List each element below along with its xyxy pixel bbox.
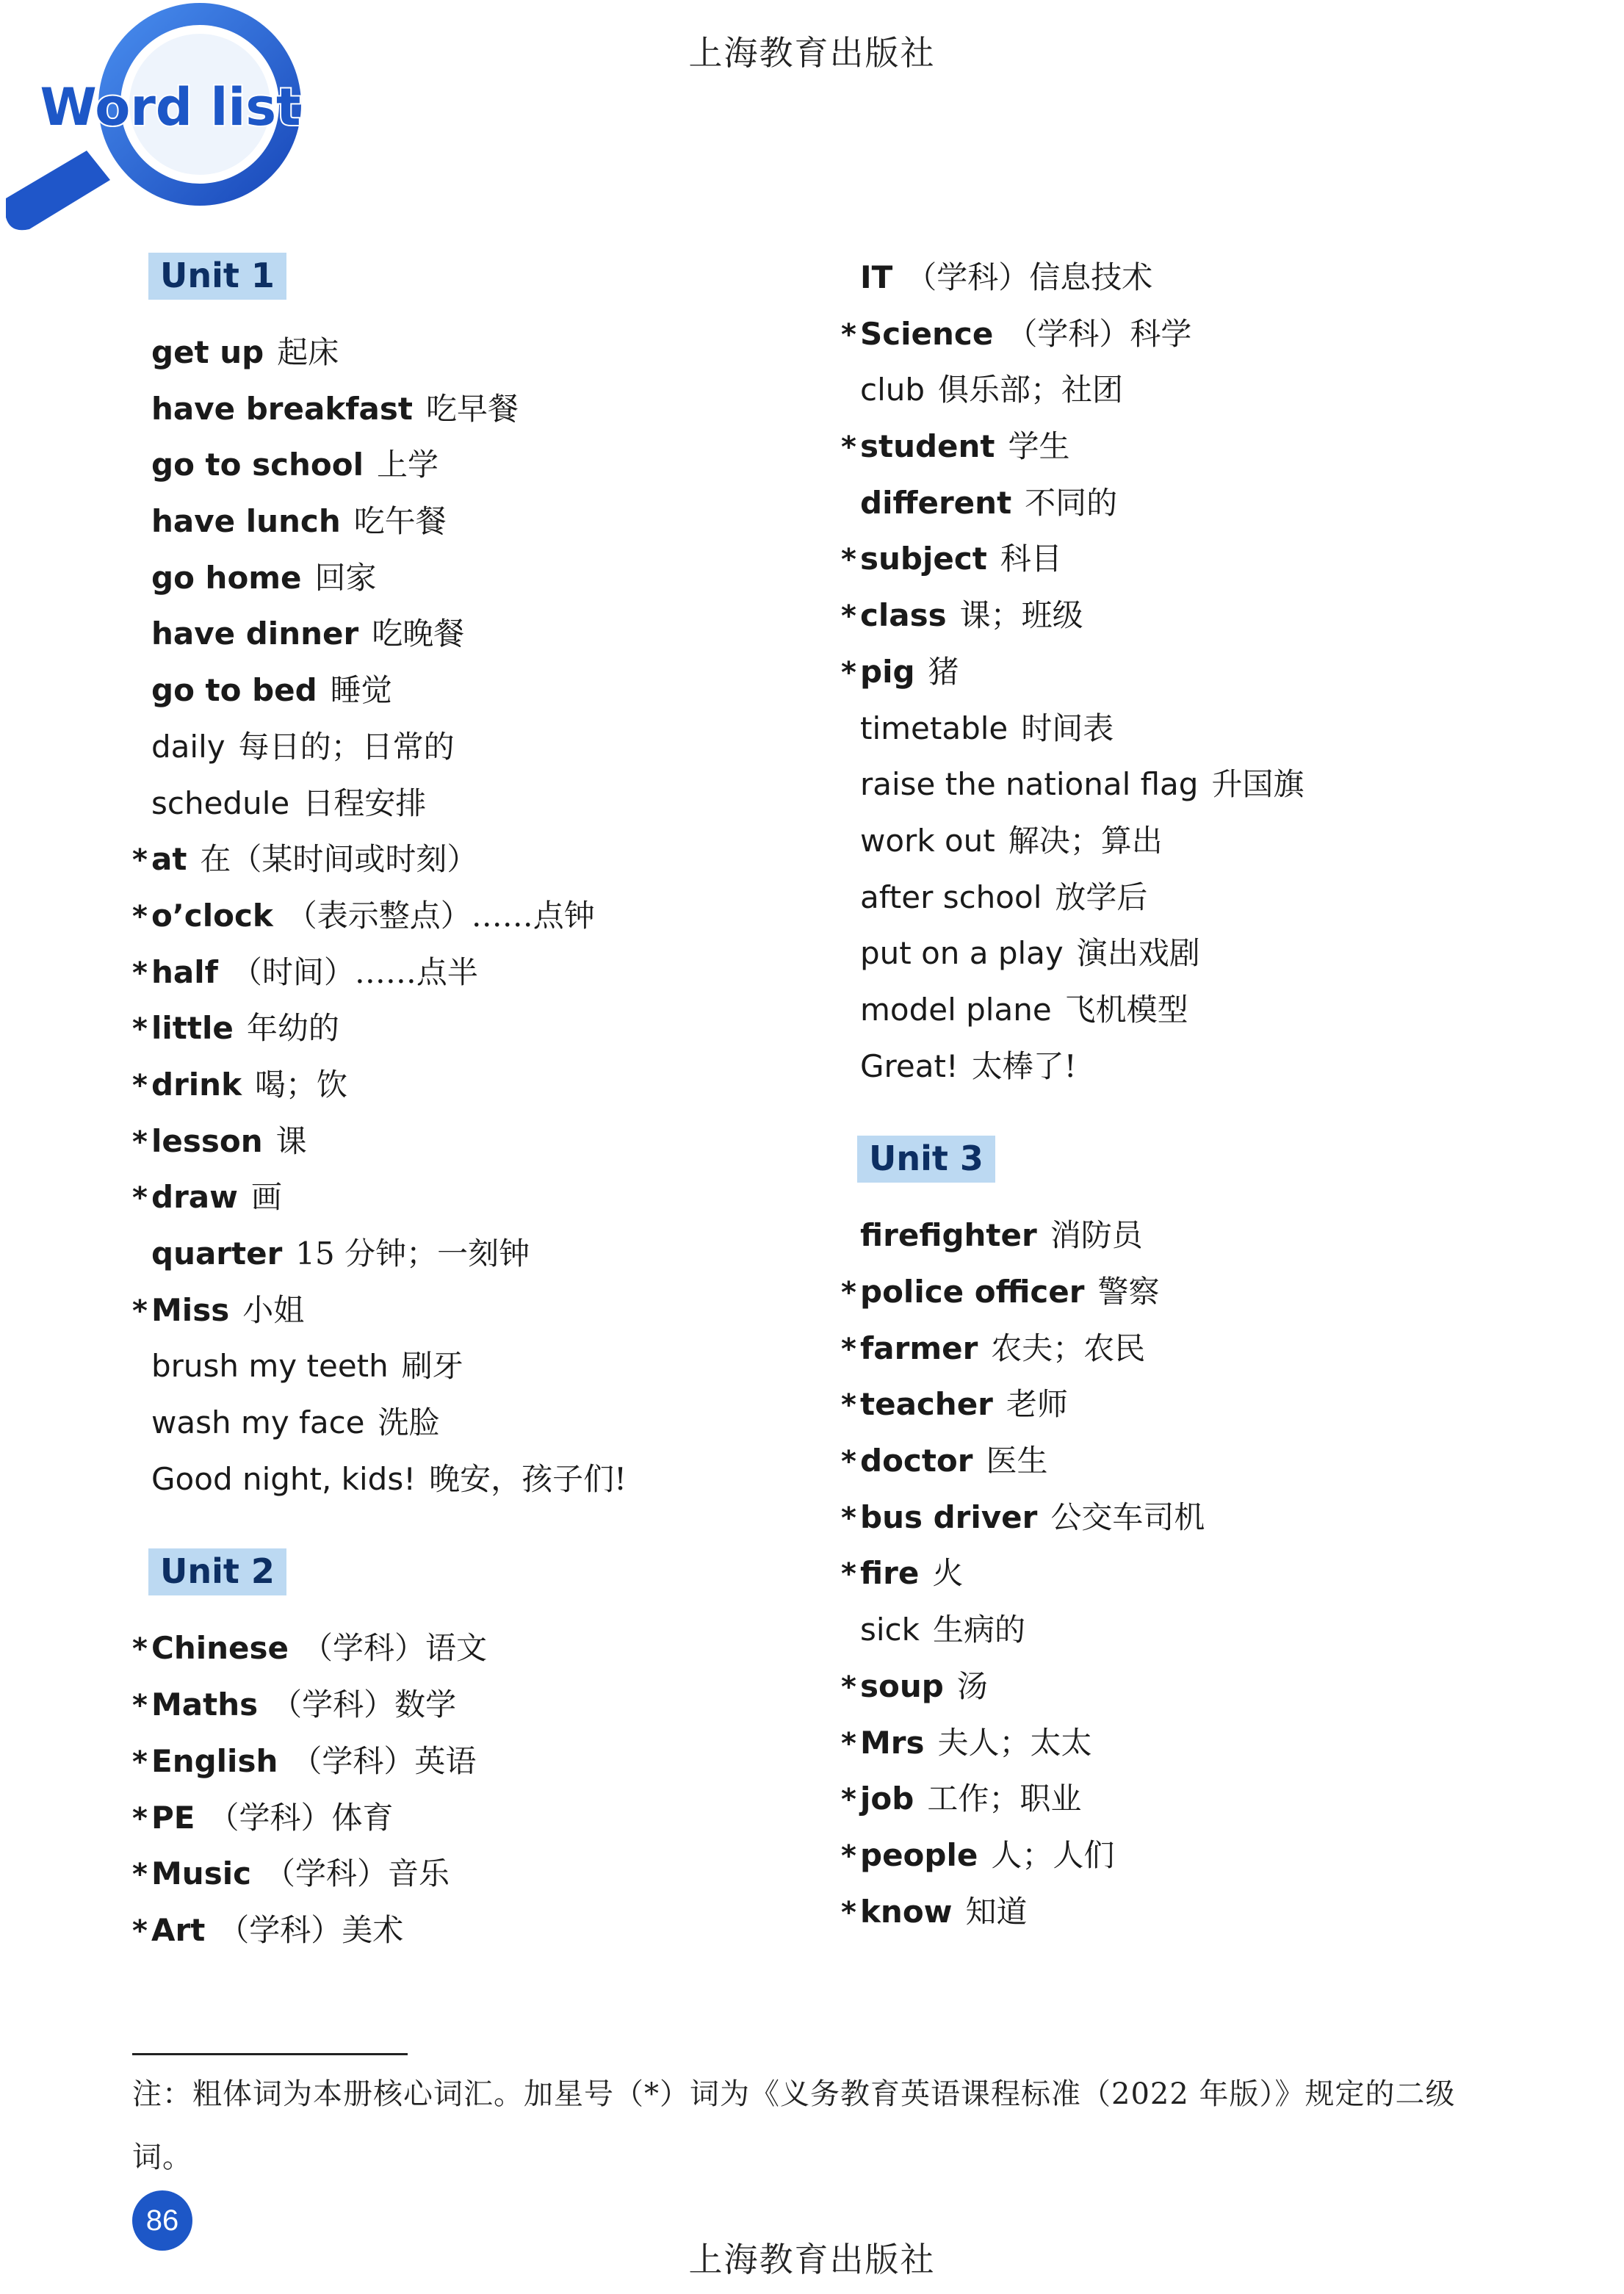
word-chinese: 小姐 (242, 1291, 305, 1328)
star-marker: * (841, 1557, 856, 1592)
word-english: half (151, 953, 218, 990)
word-chinese: （学科）美术 (218, 1911, 404, 1948)
word-entry (132, 1451, 867, 1508)
word-english: timetable (860, 710, 1008, 746)
word-english: go to school (151, 447, 364, 483)
star-marker: * (841, 1670, 856, 1704)
word-english: Chinese (151, 1630, 289, 1667)
word-chinese: 日程安排 (303, 784, 427, 821)
word-english: o’clock (151, 897, 273, 934)
star-marker: * (132, 1181, 148, 1216)
word-entry (132, 719, 867, 776)
word-english: doctor (860, 1443, 973, 1479)
word-chinese: 洗脸 (378, 1404, 440, 1441)
word-english: teacher (860, 1386, 993, 1423)
word-entry (841, 1828, 1576, 1884)
word-english: pig (860, 653, 915, 690)
word-chinese: 公交车司机 (1050, 1498, 1205, 1535)
star-marker: * (132, 1294, 148, 1328)
star-marker: * (841, 1332, 856, 1366)
word-chinese: 科目 (1000, 541, 1062, 577)
word-chinese: 上学 (377, 447, 439, 483)
word-chinese: 不同的 (1025, 484, 1118, 521)
word-english: have lunch (151, 503, 341, 540)
word-entry (841, 1884, 1576, 1941)
word-entry (841, 1433, 1576, 1490)
word-entry (841, 1602, 1576, 1659)
word-english: fire (860, 1555, 920, 1592)
word-chinese: 每日的；日常的 (238, 728, 455, 765)
footnote: 注：粗体词为本册核心词汇。加星号（*）词为《义务教育英语课程标准（2022 年版）》规定的二级词。 (132, 2077, 1456, 2174)
word-entry (841, 1377, 1576, 1433)
word-entry (841, 1208, 1576, 1264)
word-entry (841, 813, 1576, 870)
word-english: club (860, 372, 925, 408)
word-english: know (860, 1893, 953, 1930)
star-marker: * (132, 1125, 148, 1159)
word-english: sick (860, 1612, 920, 1648)
word-entry (841, 1715, 1576, 1772)
word-entry (132, 437, 867, 494)
word-english: firefighter (860, 1217, 1037, 1254)
star-marker: * (132, 956, 148, 990)
star-marker: * (132, 1858, 148, 1892)
word-english: go to bed (151, 672, 317, 709)
word-entry (841, 1545, 1576, 1602)
word-entry (841, 1321, 1576, 1377)
word-chinese: 年幼的 (246, 1010, 339, 1047)
word-english: daily (151, 728, 225, 765)
word-chinese: （学科）科学 (1006, 315, 1192, 352)
word-english: Miss (151, 1291, 230, 1328)
word-english: IT (860, 259, 893, 295)
word-english: get up (151, 334, 264, 370)
star-marker: * (132, 1632, 148, 1667)
word-chinese: 俱乐部；社团 (938, 372, 1124, 408)
word-entry (841, 926, 1576, 982)
word-entry (132, 888, 867, 945)
word-entry (132, 1790, 867, 1847)
word-chinese: （学科）体育 (208, 1799, 394, 1836)
footnote-divider (132, 2053, 408, 2055)
word-english: bus driver (860, 1498, 1038, 1535)
word-entry (132, 1226, 867, 1283)
page-header-publisher: 上海教育出版社 (688, 33, 936, 73)
word-entry (132, 381, 867, 438)
word-chinese: （学科）语文 (302, 1630, 488, 1667)
word-chinese: 15 分钟；一刻钟 (295, 1236, 530, 1272)
star-marker: * (841, 317, 856, 352)
star-marker: * (841, 1895, 856, 1930)
page-number-badge: 86 (132, 2190, 192, 2251)
word-chinese: 睡觉 (330, 672, 392, 709)
page-footer-publisher: 上海教育出版社 (688, 2240, 936, 2279)
word-entry (132, 1169, 867, 1226)
word-english: go home (151, 559, 302, 596)
word-entry (841, 757, 1576, 813)
star-marker: * (132, 1012, 148, 1047)
word-english: model plane (860, 991, 1052, 1028)
word-entry (132, 1395, 867, 1451)
unit-2-word-list-part-2 (841, 250, 1576, 1094)
word-entry (132, 663, 867, 719)
word-english: PE (151, 1799, 195, 1836)
word-entry (132, 1338, 867, 1395)
unit-1-word-list (132, 325, 867, 1507)
left-column (132, 250, 867, 1959)
word-entry (841, 701, 1576, 757)
word-entry (132, 1000, 867, 1057)
star-marker: * (841, 1388, 856, 1423)
word-entry (841, 306, 1576, 363)
unit-2-word-list-part-1 (132, 1620, 867, 1958)
word-entry (841, 588, 1576, 644)
right-column (841, 250, 1576, 1940)
word-chinese: （表示整点）……点钟 (286, 897, 595, 934)
word-entry (132, 1734, 867, 1790)
star-marker: * (841, 599, 856, 634)
word-entry (841, 982, 1576, 1039)
word-english: Art (151, 1911, 206, 1948)
word-english: at (151, 841, 187, 878)
word-chinese: （学科）信息技术 (906, 259, 1153, 295)
star-marker: * (841, 1445, 856, 1479)
word-entry (132, 1902, 867, 1959)
star-marker: * (132, 843, 148, 878)
word-entry (132, 550, 867, 607)
word-chinese: 警察 (1097, 1274, 1160, 1310)
star-marker: * (132, 1914, 148, 1948)
word-english: Science (860, 315, 994, 352)
star-marker: * (841, 1501, 856, 1535)
word-english: Maths (151, 1687, 259, 1723)
word-english: student (860, 428, 995, 465)
word-english: people (860, 1836, 978, 1873)
word-chinese: 喝；饮 (255, 1066, 348, 1103)
word-chinese: 回家 (314, 559, 377, 596)
word-entry (132, 1620, 867, 1677)
word-english: Good night, kids! (151, 1460, 416, 1497)
word-english: brush my teeth (151, 1348, 389, 1385)
word-english: soup (860, 1667, 944, 1704)
word-chinese: （学科）英语 (291, 1742, 477, 1779)
word-entry (132, 776, 867, 832)
word-entry (841, 1039, 1576, 1095)
word-chinese: 医生 (986, 1443, 1048, 1479)
word-english: draw (151, 1179, 238, 1216)
word-english: job (860, 1781, 914, 1817)
word-list-logo (0, 0, 338, 264)
word-chinese: 解决；算出 (1008, 822, 1163, 859)
word-chinese: 人；人们 (991, 1836, 1115, 1873)
word-entry (841, 419, 1576, 475)
unit-1-heading: Unit 1 (148, 253, 286, 300)
word-entry (841, 531, 1576, 588)
word-english: lesson (151, 1122, 263, 1159)
word-english: police officer (860, 1274, 1085, 1310)
word-english: English (151, 1742, 278, 1779)
word-english: quarter (151, 1236, 283, 1272)
word-chinese: 课；班级 (959, 597, 1083, 634)
star-marker: * (841, 1839, 856, 1873)
word-english: after school (860, 879, 1042, 915)
unit-3-heading: Unit 3 (857, 1136, 995, 1183)
word-chinese: 起床 (277, 334, 339, 370)
star-marker: * (841, 1783, 856, 1817)
word-english: Great! (860, 1047, 959, 1084)
word-english: drink (151, 1066, 242, 1103)
word-entry (132, 1057, 867, 1114)
word-entry (132, 494, 867, 550)
word-chinese: 升国旗 (1211, 766, 1304, 803)
unit-2-heading: Unit 2 (148, 1548, 286, 1595)
word-chinese: 农夫；农民 (991, 1330, 1146, 1366)
logo-text: Word list (40, 77, 301, 137)
word-english: Mrs (860, 1724, 925, 1761)
word-chinese: 太棒了! (971, 1047, 1077, 1084)
word-english: Music (151, 1855, 251, 1892)
word-chinese: 学生 (1008, 428, 1070, 465)
word-chinese: 课 (275, 1122, 307, 1159)
word-english: different (860, 484, 1012, 521)
star-marker: * (841, 430, 856, 465)
star-marker: * (132, 1689, 148, 1723)
word-chinese: 知道 (965, 1893, 1028, 1930)
word-chinese: 吃晚餐 (372, 616, 465, 652)
word-chinese: 飞机模型 (1064, 991, 1188, 1028)
word-chinese: 时间表 (1021, 710, 1114, 746)
word-english: little (151, 1010, 234, 1047)
word-chinese: 夫人；太太 (937, 1724, 1092, 1761)
word-chinese: 画 (250, 1179, 282, 1216)
word-chinese: 放学后 (1055, 879, 1148, 915)
word-english: class (860, 597, 947, 634)
word-entry (132, 1114, 867, 1170)
word-entry (841, 362, 1576, 419)
unit-3-word-list (841, 1208, 1576, 1940)
word-entry (841, 1771, 1576, 1828)
word-chinese: 刷牙 (401, 1348, 463, 1385)
word-entry (841, 475, 1576, 532)
star-marker: * (841, 543, 856, 577)
word-chinese: 生病的 (932, 1612, 1025, 1648)
word-english: have breakfast (151, 390, 413, 427)
word-english: subject (860, 541, 987, 577)
word-chinese: 演出戏剧 (1076, 935, 1200, 972)
word-chinese: 晚安，孩子们! (429, 1460, 627, 1497)
word-english: have dinner (151, 616, 359, 652)
word-english: raise the national flag (860, 766, 1199, 803)
word-chinese: （时间）……点半 (231, 953, 478, 990)
word-entry (132, 325, 867, 381)
word-chinese: 工作；职业 (927, 1781, 1082, 1817)
word-chinese: （学科）音乐 (264, 1855, 450, 1892)
word-entry (841, 1264, 1576, 1321)
word-entry (132, 1846, 867, 1902)
word-entry (841, 1659, 1576, 1715)
word-chinese: 猪 (928, 653, 959, 690)
star-marker: * (841, 1276, 856, 1310)
word-entry (132, 606, 867, 663)
word-chinese: 消防员 (1050, 1217, 1143, 1254)
star-marker: * (132, 1801, 148, 1836)
star-marker: * (132, 899, 148, 934)
word-entry (841, 870, 1576, 926)
word-entry (132, 945, 867, 1001)
word-chinese: 在（某时间或时刻） (200, 841, 478, 878)
word-english: work out (860, 822, 995, 859)
word-entry (841, 250, 1576, 306)
word-chinese: （学科）数学 (271, 1687, 457, 1723)
word-entry (841, 1490, 1576, 1546)
star-marker: * (132, 1745, 148, 1779)
word-entry (132, 832, 867, 888)
word-chinese: 老师 (1006, 1386, 1068, 1423)
word-chinese: 火 (932, 1555, 964, 1592)
word-english: put on a play (860, 935, 1064, 972)
word-chinese: 汤 (956, 1667, 988, 1704)
word-english: farmer (860, 1330, 978, 1366)
star-marker: * (841, 1726, 856, 1761)
word-entry (132, 1283, 867, 1339)
word-chinese: 吃早餐 (425, 390, 519, 427)
word-entry (132, 1677, 867, 1734)
star-marker: * (132, 1068, 148, 1103)
star-marker: * (841, 655, 856, 690)
word-english: wash my face (151, 1404, 365, 1441)
word-entry (841, 644, 1576, 701)
word-english: schedule (151, 784, 290, 821)
word-chinese: 吃午餐 (353, 503, 447, 540)
